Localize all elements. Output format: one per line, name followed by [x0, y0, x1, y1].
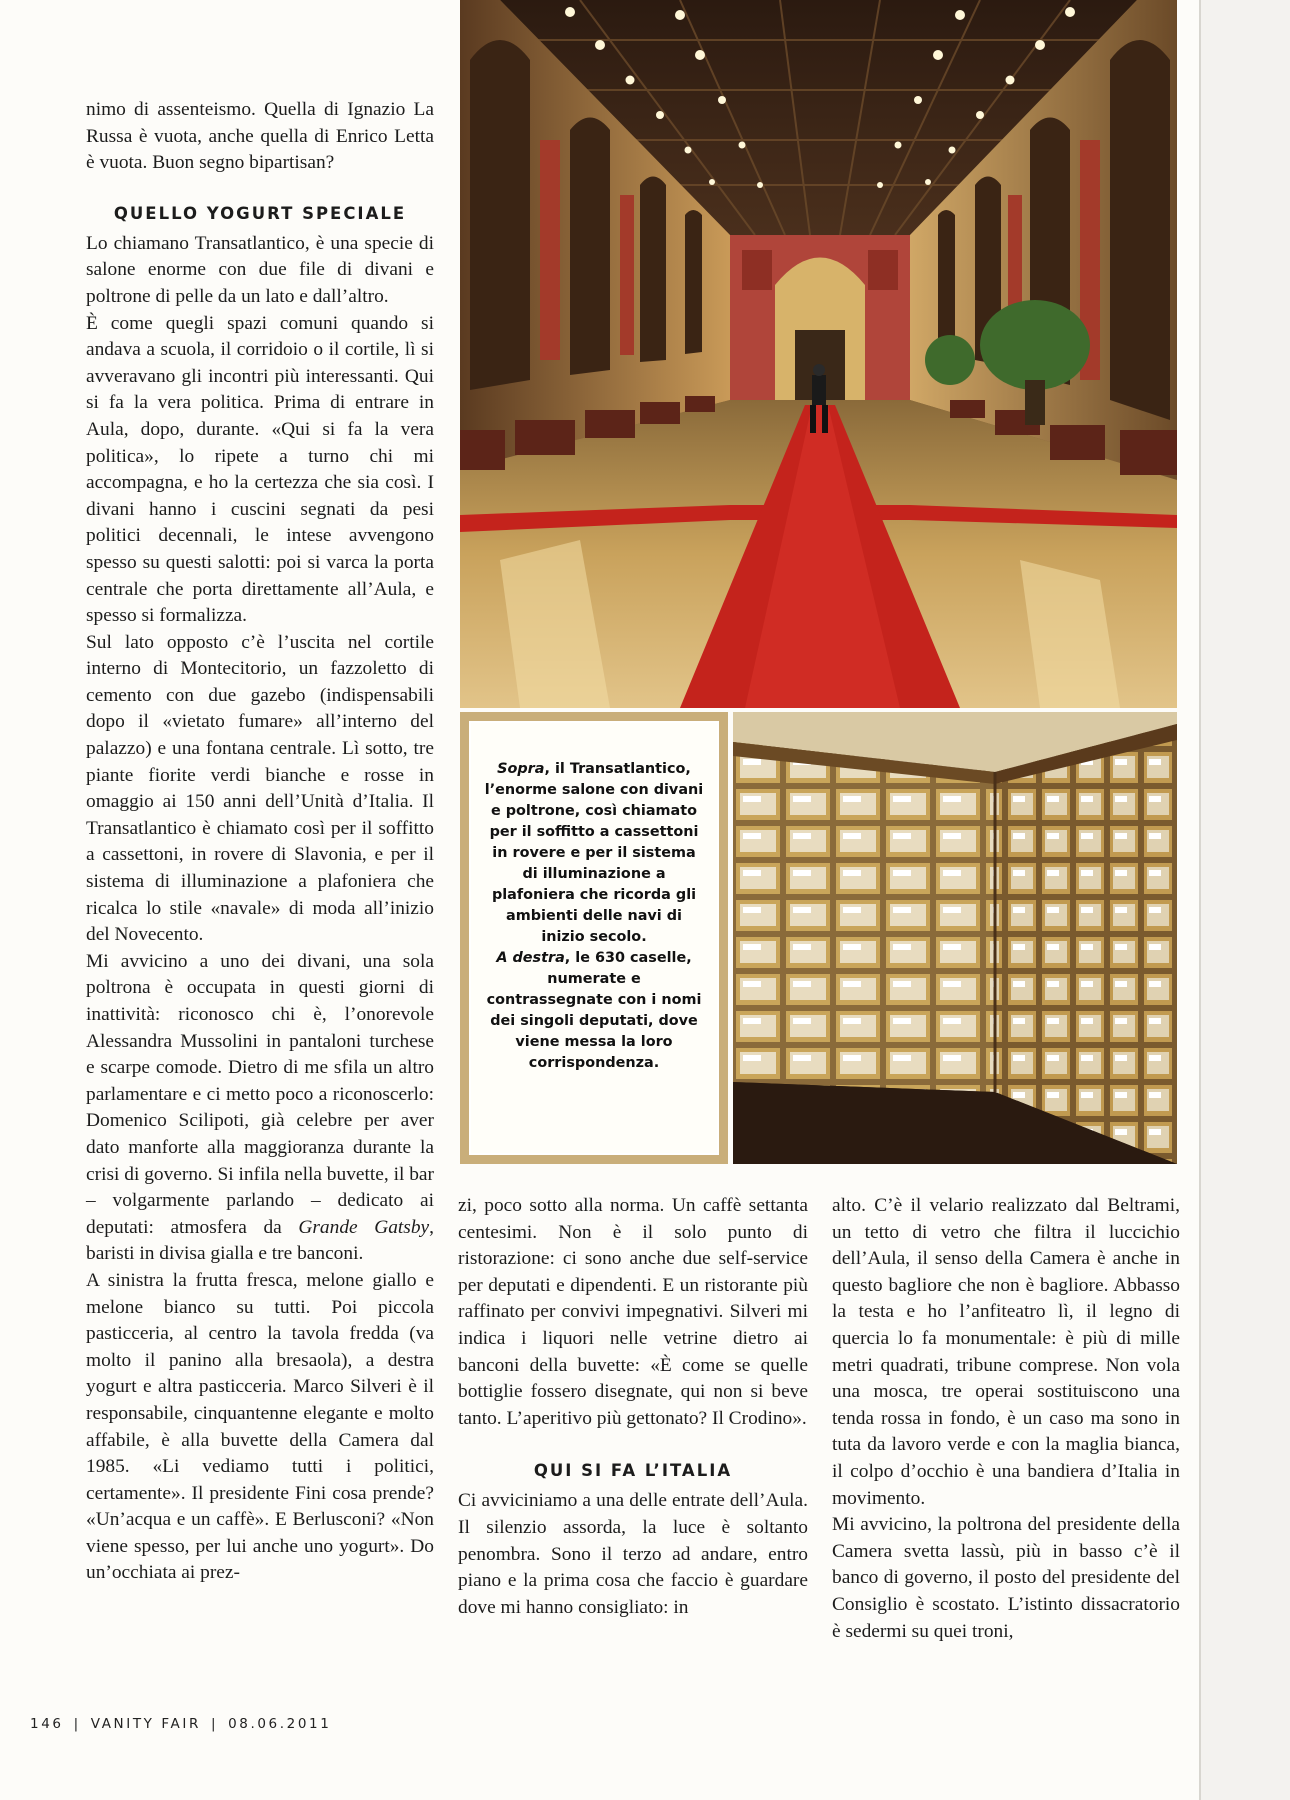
- article-column-2: [458, 1193, 808, 1621]
- paragraph: [86, 949, 434, 1268]
- caption-text: , le 630 caselle, numerate e contrassegnate con i nomi dei singoli deputati, dove viene messa la loro corrispondenza.: [486, 950, 702, 1071]
- article-column-1: [86, 97, 434, 1587]
- paragraph: A sinistra la frutta fresca, melone giallo e melone bianco su tutti. Poi piccola pasticceria, al centro la tavola fredda (va molto il panino alla bresaola), a destra yogurt e altra pasticceria. Marco Silveri è il responsabile, cinquantenne elegante e molto affabile, è alla buvette della Camera dal 1985. «Li vediamo tutti i politici, certamente». Il presidente Fini cosa prende? «Un’acqua e un caffè». E Berlusconi? «Non viene spesso, per lui anche uno yogurt». Do un’occhiata ai prez-: [86, 1269, 434, 1584]
- photo-caption: [469, 721, 719, 1155]
- paragraph: Mi avvicino, la poltrona del presidente della Camera svetta lassù, più in basso c’è il banco di governo, il posto del presidente del Consiglio è scostato. L’istinto dissacratorio è sedermi su quei troni,: [832, 1514, 1180, 1642]
- paragraph: zi, poco sotto alla norma. Un caffè settanta centesimi. Non è il solo punto di ristorazione: ci sono anche due self-service per deputati e dipendenti. E un ristorante più raffinato per convivi impegnativi. Silveri mi indica i liquori nelle vetrine dietro ai banconi della buvette: «È come se quelle bottiglie fossero disegnate, qui non si beve tanto. L’aperitivo più gettonato? Il Crodino».: [458, 1195, 808, 1429]
- paragraph: Sul lato opposto c’è l’uscita nel cortile interno di Montecitorio, un fazzoletto di cemento con due gazebo (indispensabili dopo il «vietato fumare» all’interno del palazzo) e una fontana centrale. Lì sotto, tre piante fiorite verdi bianche e rosse in omaggio ai 150 anni dell’Unità d’Italia. Il Transatlantico è chiamato così per il soffitto a cassettoni, in rovere di Slavonia, e per il sistema di illuminazione a plafoniera che ricalca lo stile «navale» di moda all’inizio del Novecento.: [86, 631, 434, 946]
- page-edge-rule: [1199, 0, 1201, 1800]
- section-heading: QUI SI FA L’ITALIA: [533, 1461, 733, 1481]
- issue-date: 08.06.2011: [228, 1716, 332, 1732]
- article-column-3: [832, 1193, 1180, 1645]
- paragraph: alto. C’è il velario realizzato dal Beltrami, un tetto di vetro che filtra il luccichio dell’Aula, il senso della Camera è anche in questo bagliore che non è bagliore. Abbasso la testa e ho l’anfiteatro lì, il legno di quercia lo fa monumentale: è più di mille metri quadrati, tribune comprese. Non vola una mosca, tre operai sostituiscono una tenda rossa in fondo, è un caso ma sono in tuta da lavoro verde e con la maglia bianca, il colpo d’occhio è una bandiera d’Italia in movimento.: [832, 1195, 1180, 1509]
- photo-caption-box: [460, 712, 728, 1164]
- paragraph: Lo chiamano Transatlantico, è una specie di salone enorme con due file di divani e poltrone di pelle da un lato e dall’altro.: [86, 232, 434, 307]
- caption-lead: Sopra: [497, 761, 545, 777]
- page-footer: [30, 1716, 331, 1732]
- paragraph: Ci avviciniamo a una delle entrate dell’Aula. Il silenzio assorda, la luce è soltanto penombra. Sono il terzo ad andare, entro piano e la prima cosa che faccio è guardare dove mi hanno consigliato: in: [458, 1490, 808, 1618]
- text-run: Mi avvicino a uno dei divani, una sola poltrona è occupata in questi giorni di inattività: riconosco chi è, l’onorevole Alessandra Mussolini in pantaloni turchese e scarpe comode. Dietro di me sfila un altro parlamentare e ci metto poco a riconoscerlo: Domenico Scilipoti, già celebre per aver dato manforte alla maggioranza durante la crisi di governo. Si infila nella buvette, il bar – volgarmente parlando – dedicato ai deputati: atmosfera da: [86, 950, 434, 1238]
- page-right-margin: [1201, 0, 1290, 1800]
- paragraph: nimo di assenteismo. Quella di Ignazio La Russa è vuota, anche quella di Enrico Letta è vuota. Buon segno bipartisan?: [86, 99, 434, 174]
- footer-separator: |: [210, 1716, 219, 1732]
- caption-lead: A destra: [496, 950, 565, 966]
- transatlantico-photo: [460, 0, 1177, 708]
- mailboxes-photo: [733, 712, 1177, 1164]
- page-number: 146: [30, 1716, 64, 1732]
- paragraph: È come quegli spazi comuni quando si andava a scuola, il corridoio o il cortile, lì si avveravano gli incontri più interessanti. Qui si fa la vera politica. Prima di entrare in Aula, dopo, durante. «Qui si fa la vera politica», lo ripete a turno chi mi accompagna, e ho la certezza che sia così. I divani hanno i cuscini segnati da pesi politici decennali, le intese avvengono spesso su questi salotti: poi si varca la porta centrale che porta direttamente all’Aula, e spesso si formalizza.: [86, 312, 434, 627]
- section-heading: QUELLO YOGURT SPECIALE: [113, 203, 407, 223]
- text-run: , baristi in divisa gialla e tre banconi.: [86, 1216, 434, 1265]
- footer-separator: |: [73, 1716, 81, 1732]
- caption-text: , il Transatlantico, l’enorme salone con divani e poltrone, così chiamato per il soffitto a cassettoni in rovere e per il sistema di illuminazione a plafoniera che ricorda gli ambienti delle navi di inizio secolo.: [484, 761, 704, 945]
- italic-title: Grande Gatsby: [298, 1216, 430, 1238]
- magazine-name: VANITY FAIR: [90, 1716, 201, 1732]
